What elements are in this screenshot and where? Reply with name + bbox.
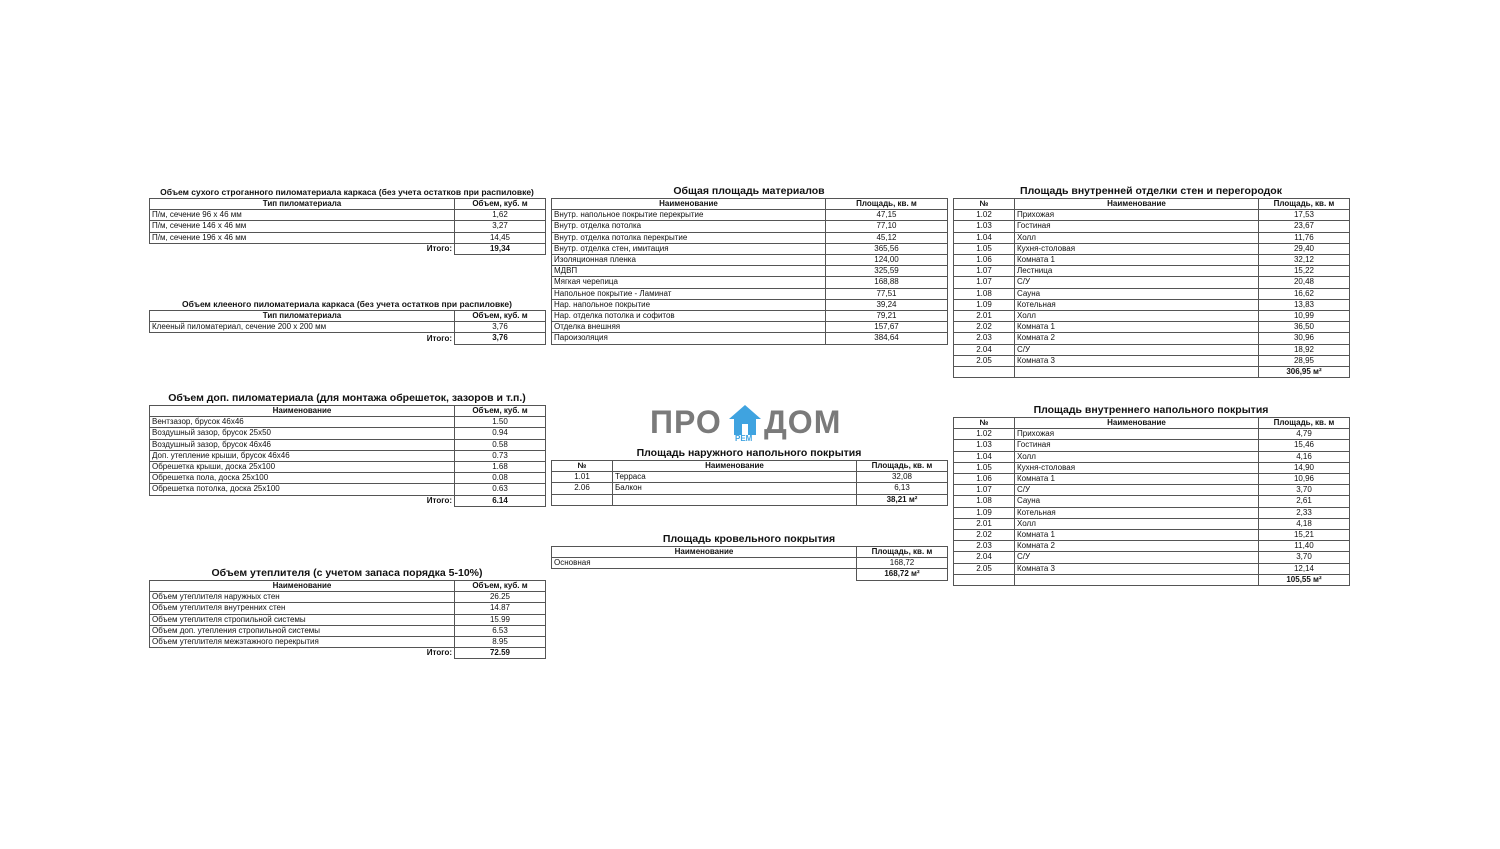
total-row — [954, 367, 1350, 378]
table-cell: Комната 3 — [1015, 563, 1259, 574]
table-cell: Лестница — [1015, 266, 1259, 277]
table-row — [954, 277, 1350, 288]
table-row — [954, 288, 1350, 299]
table-cell: 0.08 — [455, 473, 546, 484]
table-cell: 13,83 — [1259, 299, 1350, 310]
table-row — [954, 333, 1350, 344]
total-row — [552, 494, 948, 505]
table-cell: 325,59 — [826, 266, 948, 277]
table-row — [552, 210, 948, 221]
col-header-area: Площадь, кв. м — [1259, 418, 1350, 429]
table-cell: Кухня-столовая — [1015, 243, 1259, 254]
table-cell: 15,22 — [1259, 266, 1350, 277]
table-cell: Комната 2 — [1015, 333, 1259, 344]
table-cell: 1.02 — [954, 429, 1015, 440]
logo-right-word: ДОМ — [764, 404, 842, 440]
table-row — [552, 333, 948, 344]
table-cell: 17,53 — [1259, 210, 1350, 221]
table-row — [150, 428, 546, 439]
table-cell: Холл — [1015, 311, 1259, 322]
total-label: Итого: — [150, 648, 455, 659]
table-row — [954, 451, 1350, 462]
table-row — [150, 439, 546, 450]
table-cell: 2.02 — [954, 322, 1015, 333]
table-cell: 1.08 — [954, 496, 1015, 507]
col-header-area: Площадь, кв. м — [1259, 199, 1350, 210]
indoor-floor-rows — [954, 429, 1350, 575]
table-cell: 1.09 — [954, 507, 1015, 518]
table-cell: 157,67 — [826, 322, 948, 333]
table-cell: С/У — [1015, 344, 1259, 355]
table-cell: 1.04 — [954, 451, 1015, 462]
table-cell: 3,76 — [455, 322, 546, 333]
col-header-type: Тип пиломатериала — [150, 311, 455, 322]
table-cell: Воздушный зазор, брусок 46х46 — [150, 439, 455, 450]
table-cell: 15,21 — [1259, 530, 1350, 541]
indoor-floor-section — [953, 404, 1349, 586]
table-cell: 10,96 — [1259, 474, 1350, 485]
table-cell: Нар. отделка потолка и софитов — [552, 311, 826, 322]
table-row — [954, 530, 1350, 541]
table-row — [954, 344, 1350, 355]
table-cell: Комната 3 — [1015, 355, 1259, 366]
table-cell: 28,95 — [1259, 355, 1350, 366]
total-row — [954, 574, 1350, 585]
total-value: 6.14 — [455, 495, 546, 506]
wall-finish-table — [953, 198, 1350, 378]
table-cell: Объем утеплителя межэтажного перекрытия — [150, 637, 455, 648]
table-cell: 1.07 — [954, 277, 1015, 288]
house-icon — [728, 404, 762, 436]
total-value: 105,55 м² — [1259, 574, 1350, 585]
col-header-name: Наименование — [1015, 199, 1259, 210]
total-row — [150, 333, 546, 344]
table-cell: 2.03 — [954, 541, 1015, 552]
dry-lumber-section — [149, 187, 545, 255]
outdoor-floor-title: Площадь наружного напольного покрытия — [636, 447, 862, 459]
table-cell: 29,40 — [1259, 243, 1350, 254]
table-cell: Внутр. отделка стен, имитация — [552, 243, 826, 254]
col-header-type: Тип пиломатериала — [150, 199, 455, 210]
table-row — [954, 299, 1350, 310]
table-cell: 1.68 — [455, 462, 546, 473]
table-cell: 4,16 — [1259, 451, 1350, 462]
table-row — [552, 243, 948, 254]
total-label: Итого: — [150, 243, 455, 254]
col-header-area: Площадь, кв. м — [857, 547, 948, 558]
table-cell: Изоляционная пленка — [552, 255, 826, 266]
table-row — [150, 462, 546, 473]
table-cell: 20,48 — [1259, 277, 1350, 288]
table-cell: 2.04 — [954, 344, 1015, 355]
table-cell: 1.03 — [954, 440, 1015, 451]
table-cell: 1,62 — [455, 210, 546, 221]
table-cell: Комната 1 — [1015, 322, 1259, 333]
table-cell: Сауна — [1015, 288, 1259, 299]
table-cell: 0.73 — [455, 450, 546, 461]
table-row — [150, 625, 546, 636]
total-row — [150, 648, 546, 659]
table-cell: 11,76 — [1259, 232, 1350, 243]
table-cell: Холл — [1015, 518, 1259, 529]
table-cell: Объем доп. утепления стропильной системы — [150, 625, 455, 636]
table-row — [150, 484, 546, 495]
col-header-area: Площадь, кв. м — [857, 461, 948, 472]
table-row — [954, 518, 1350, 529]
table-cell: 0.94 — [455, 428, 546, 439]
table-cell: 2.03 — [954, 333, 1015, 344]
table-cell: Комната 1 — [1015, 255, 1259, 266]
table-row — [954, 474, 1350, 485]
table-cell: Холл — [1015, 451, 1259, 462]
table-cell: 124,00 — [826, 255, 948, 266]
table-cell: 39,24 — [826, 299, 948, 310]
table-cell: Объем утеплителя внутренних стен — [150, 603, 455, 614]
wall-finish-title: Площадь внутренней отделки стен и перегородок — [1020, 185, 1282, 197]
table-cell: Воздушный зазор, брусок 25х50 — [150, 428, 455, 439]
materials-area-table — [551, 198, 948, 345]
indoor-floor-table — [953, 417, 1350, 586]
table-cell: 1.03 — [954, 221, 1015, 232]
total-label: Итого: — [150, 495, 455, 506]
table-cell: П/м, сечение 146 х 46 мм — [150, 221, 455, 232]
prodom-logo — [650, 402, 850, 446]
roof-area-rows — [552, 558, 948, 569]
table-cell: 14.87 — [455, 603, 546, 614]
table-cell: 4,79 — [1259, 429, 1350, 440]
table-cell: С/У — [1015, 552, 1259, 563]
extra-lumber-title: Объем доп. пиломатериала (для монтажа обрешеток, зазоров и т.п.) — [168, 392, 526, 404]
table-row — [954, 429, 1350, 440]
table-row — [954, 232, 1350, 243]
table-row — [552, 266, 948, 277]
table-cell: 1.01 — [552, 472, 613, 483]
wall-finish-section — [953, 185, 1349, 378]
table-cell: 168,72 — [857, 558, 948, 569]
table-row — [954, 552, 1350, 563]
materials-area-rows — [552, 210, 948, 344]
table-cell: 16,62 — [1259, 288, 1350, 299]
table-row — [552, 255, 948, 266]
table-cell: 4,18 — [1259, 518, 1350, 529]
materials-area-title: Общая площадь материалов — [673, 185, 825, 197]
table-cell: 45,12 — [826, 232, 948, 243]
table-cell: Котельная — [1015, 299, 1259, 310]
table-cell: Обрешетка крыши, доска 25х100 — [150, 462, 455, 473]
table-cell: Котельная — [1015, 507, 1259, 518]
table-cell: Кухня-столовая — [1015, 462, 1259, 473]
table-cell: Прихожая — [1015, 210, 1259, 221]
table-cell: 18,92 — [1259, 344, 1350, 355]
insulation-section — [149, 567, 545, 659]
table-row — [150, 417, 546, 428]
extra-lumber-section — [149, 392, 545, 507]
table-cell: 2.04 — [954, 552, 1015, 563]
table-cell: Сауна — [1015, 496, 1259, 507]
col-header-name: Наименование — [552, 199, 826, 210]
table-row — [150, 450, 546, 461]
col-header-volume: Объем, куб. м — [455, 311, 546, 322]
table-row — [552, 483, 948, 494]
table-cell: 3,27 — [455, 221, 546, 232]
table-cell: 30,96 — [1259, 333, 1350, 344]
table-row — [954, 563, 1350, 574]
total-row — [150, 243, 546, 254]
table-cell: 3,70 — [1259, 552, 1350, 563]
table-row — [552, 288, 948, 299]
insulation-rows — [150, 592, 546, 648]
table-cell: МДВП — [552, 266, 826, 277]
table-cell: Клееный пиломатериал, сечение 200 х 200 мм — [150, 322, 455, 333]
table-cell: 384,64 — [826, 333, 948, 344]
table-cell: 1.08 — [954, 288, 1015, 299]
table-row — [552, 311, 948, 322]
table-cell: 2.06 — [552, 483, 613, 494]
col-header-number: № — [954, 418, 1015, 429]
col-header-number: № — [954, 199, 1015, 210]
table-cell: 47,15 — [826, 210, 948, 221]
table-row — [954, 266, 1350, 277]
table-cell: 6,13 — [857, 483, 948, 494]
table-cell: 1.02 — [954, 210, 1015, 221]
col-header-name: Наименование — [150, 581, 455, 592]
table-cell: Мягкая черепица — [552, 277, 826, 288]
table-cell: 2.01 — [954, 518, 1015, 529]
table-row — [150, 210, 546, 221]
total-value: 72.59 — [455, 648, 546, 659]
col-header-volume: Объем, куб. м — [455, 199, 546, 210]
total-row — [150, 495, 546, 506]
table-cell: 11,40 — [1259, 541, 1350, 552]
total-value: 3,76 — [455, 333, 546, 344]
table-cell: П/м, сечение 196 х 46 мм — [150, 232, 455, 243]
table-cell: С/У — [1015, 277, 1259, 288]
glued-lumber-table — [149, 310, 546, 345]
total-value: 168,72 м² — [857, 569, 948, 580]
table-cell: 14,90 — [1259, 462, 1350, 473]
table-cell: 1.06 — [954, 474, 1015, 485]
table-row — [150, 322, 546, 333]
table-cell: 32,08 — [857, 472, 948, 483]
col-header-name: Наименование — [552, 547, 857, 558]
table-cell: 2.05 — [954, 355, 1015, 366]
table-row — [954, 243, 1350, 254]
col-header-volume: Объем, куб. м — [455, 581, 546, 592]
table-row — [150, 232, 546, 243]
table-cell: Основная — [552, 558, 857, 569]
table-cell: Внутр. отделка потолка — [552, 221, 826, 232]
table-cell: 36,50 — [1259, 322, 1350, 333]
table-cell: Напольное покрытие - Ламинат — [552, 288, 826, 299]
table-row — [150, 614, 546, 625]
table-cell: 2.02 — [954, 530, 1015, 541]
table-cell: Объем утеплителя наружных стен — [150, 592, 455, 603]
total-label: Итого: — [150, 333, 455, 344]
table-cell: 15.99 — [455, 614, 546, 625]
table-cell: 77,10 — [826, 221, 948, 232]
table-row — [552, 472, 948, 483]
col-header-area: Площадь, кв. м — [826, 199, 948, 210]
table-cell: 10,99 — [1259, 311, 1350, 322]
table-row — [954, 462, 1350, 473]
table-cell: Балкон — [613, 483, 857, 494]
table-row — [954, 322, 1350, 333]
glued-lumber-rows — [150, 322, 546, 333]
table-cell: 1.07 — [954, 266, 1015, 277]
outdoor-floor-table — [551, 460, 948, 506]
table-row — [954, 311, 1350, 322]
table-cell: 32,12 — [1259, 255, 1350, 266]
table-row — [150, 603, 546, 614]
total-value: 19,34 — [455, 243, 546, 254]
table-cell: 6.53 — [455, 625, 546, 636]
table-cell: П/м, сечение 96 х 46 мм — [150, 210, 455, 221]
roof-area-title: Площадь кровельного покрытия — [662, 533, 836, 545]
col-header-number: № — [552, 461, 613, 472]
outdoor-floor-rows — [552, 472, 948, 494]
table-cell: Терраса — [613, 472, 857, 483]
table-cell: 1.09 — [954, 299, 1015, 310]
table-cell: Комната 1 — [1015, 474, 1259, 485]
table-cell: 2,61 — [1259, 496, 1350, 507]
table-row — [954, 507, 1350, 518]
table-cell: 1.06 — [954, 255, 1015, 266]
table-cell: 2,33 — [1259, 507, 1350, 518]
logo-left-word: ПРО — [650, 404, 722, 440]
table-cell: Обрешетка потолка, доска 25х100 — [150, 484, 455, 495]
col-header-name: Наименование — [1015, 418, 1259, 429]
table-row — [954, 485, 1350, 496]
table-cell: 365,56 — [826, 243, 948, 254]
table-cell: 3,70 — [1259, 485, 1350, 496]
table-cell: 0.63 — [455, 484, 546, 495]
table-cell: 1.50 — [455, 417, 546, 428]
table-row — [552, 221, 948, 232]
outdoor-floor-section — [551, 447, 947, 506]
table-cell: 26.25 — [455, 592, 546, 603]
table-cell: Холл — [1015, 232, 1259, 243]
extra-lumber-table — [149, 405, 546, 507]
table-cell: 8.95 — [455, 637, 546, 648]
table-cell: 1.05 — [954, 243, 1015, 254]
table-cell: Вентзазор, брусок 46х46 — [150, 417, 455, 428]
table-row — [150, 221, 546, 232]
table-row — [954, 355, 1350, 366]
table-cell: Пароизоляция — [552, 333, 826, 344]
table-cell: 14,45 — [455, 232, 546, 243]
table-cell: 2.05 — [954, 563, 1015, 574]
table-cell: 23,67 — [1259, 221, 1350, 232]
wall-finish-rows — [954, 210, 1350, 367]
table-cell: Объем утеплителя стропильной системы — [150, 614, 455, 625]
table-cell: Доп. утепление крыши, брусок 46х46 — [150, 450, 455, 461]
dry-lumber-rows — [150, 210, 546, 244]
table-row — [552, 299, 948, 310]
total-value: 38,21 м² — [857, 494, 948, 505]
table-row — [150, 637, 546, 648]
table-cell: 1.07 — [954, 485, 1015, 496]
table-row — [552, 322, 948, 333]
table-row — [150, 473, 546, 484]
table-row — [552, 232, 948, 243]
insulation-table — [149, 580, 546, 659]
logo-sub: РЕМ — [735, 434, 753, 443]
table-cell: 1.04 — [954, 232, 1015, 243]
table-row — [954, 210, 1350, 221]
table-cell: 77,51 — [826, 288, 948, 299]
table-cell: Прихожая — [1015, 429, 1259, 440]
table-row — [954, 255, 1350, 266]
table-cell: 2.01 — [954, 311, 1015, 322]
table-cell: Внутр. напольное покрытие перекрытие — [552, 210, 826, 221]
indoor-floor-title: Площадь внутреннего напольного покрытия — [1033, 404, 1269, 416]
glued-lumber-title: Объем клееного пиломатериала каркаса (без учета остатков при распиловке) — [182, 299, 512, 309]
col-header-volume: Объем, куб. м — [455, 406, 546, 417]
table-cell: Комната 2 — [1015, 541, 1259, 552]
table-cell: 15,46 — [1259, 440, 1350, 451]
table-cell: Обрешетка пола, доска 25х100 — [150, 473, 455, 484]
materials-area-section — [551, 185, 947, 345]
dry-lumber-title: Объем сухого строганного пиломатериала каркаса (без учета остатков при распиловке) — [160, 187, 534, 197]
table-row — [954, 221, 1350, 232]
table-cell: Гостиная — [1015, 440, 1259, 451]
table-row — [150, 592, 546, 603]
table-cell: Внутр. отделка потолка перекрытие — [552, 232, 826, 243]
table-cell: Нар. напольное покрытие — [552, 299, 826, 310]
table-cell: Комната 1 — [1015, 530, 1259, 541]
table-cell: 0.58 — [455, 439, 546, 450]
table-row — [552, 277, 948, 288]
table-cell: Гостиная — [1015, 221, 1259, 232]
dry-lumber-table — [149, 198, 546, 255]
table-row — [954, 496, 1350, 507]
col-header-name: Наименование — [150, 406, 455, 417]
table-cell: С/У — [1015, 485, 1259, 496]
insulation-title: Объем утеплителя (с учетом запаса порядка 5-10%) — [211, 567, 483, 579]
total-value: 306,95 м² — [1259, 367, 1350, 378]
table-cell: 168,88 — [826, 277, 948, 288]
table-cell: 12,14 — [1259, 563, 1350, 574]
table-row — [954, 541, 1350, 552]
extra-lumber-rows — [150, 417, 546, 495]
table-cell: 79,21 — [826, 311, 948, 322]
roof-area-section — [551, 533, 947, 581]
glued-lumber-section — [149, 299, 545, 345]
table-cell: Отделка внешняя — [552, 322, 826, 333]
roof-area-table — [551, 546, 948, 581]
table-row — [954, 440, 1350, 451]
table-row — [552, 558, 948, 569]
col-header-name: Наименование — [613, 461, 857, 472]
total-row — [552, 569, 948, 580]
table-cell: 1.05 — [954, 462, 1015, 473]
